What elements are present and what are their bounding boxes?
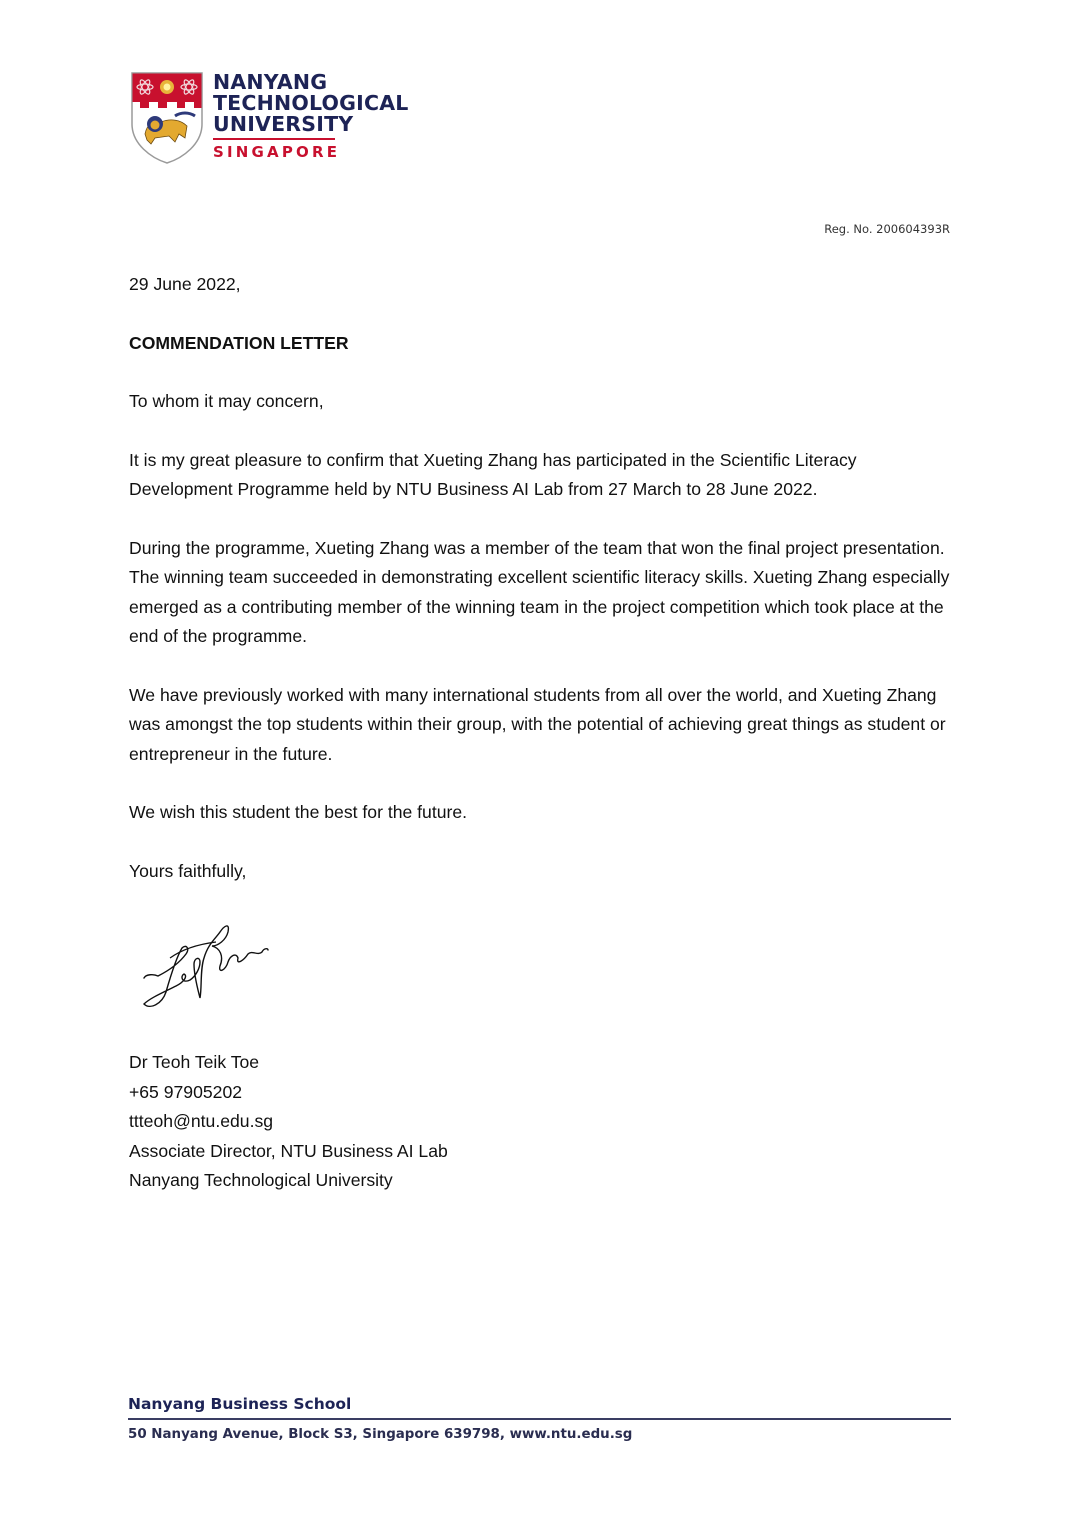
- letter-paragraph: During the programme, Xueting Zhang was a member of the team that won the final project presentation. The winning team succeeded in demonstrating excellent scientific literacy skills. Xueting Zhang especially emerged as a contributing member of the winning team in the project competition which took place at the end of the programme.: [129, 537, 950, 646]
- footer-school-name: Nanyang Business School: [128, 1395, 352, 1413]
- logo-line-nanyang: NANYANG: [213, 70, 328, 94]
- letter-body: [129, 270, 959, 915]
- letter-date: 29 June 2022,: [129, 274, 241, 294]
- letter-salutation: To whom it may concern,: [129, 391, 324, 411]
- signatory-name: Dr Teoh Teik Toe: [129, 1052, 260, 1072]
- letter-title: COMMENDATION LETTER: [129, 332, 349, 353]
- signature-icon: [140, 918, 270, 1013]
- logo-line-singapore: SINGAPORE: [213, 143, 341, 161]
- logo-line-technological: TECHNOLOGICAL: [213, 91, 409, 115]
- signatory-block: [129, 1048, 448, 1196]
- registration-number: Reg. No. 200604393R: [824, 222, 950, 236]
- letter-paragraph: It is my great pleasure to confirm that Xueting Zhang has participated in the Scientific Literacy Development Programme held by NTU Business AI Lab from 27 March to 28 June 2022.: [129, 449, 857, 499]
- letter-paragraph: We wish this student the best for the future.: [129, 802, 468, 822]
- signatory-institution: Nanyang Technological University: [129, 1170, 393, 1190]
- footer-divider: [128, 1418, 951, 1420]
- signatory-phone: +65 97905202: [129, 1081, 243, 1102]
- letter-paragraph: We have previously worked with many international students from all over the world, and Xueting Zhang was amongst the top students within their group, with the potential of achieving great things as student or entrepreneur in the future.: [129, 684, 946, 764]
- footer-address: 50 Nanyang Avenue, Block S3, Singapore 639798, www.ntu.edu.sg: [128, 1427, 633, 1442]
- ntu-wordmark: [213, 72, 409, 161]
- signatory-email: ttteoh@ntu.edu.sg: [129, 1111, 274, 1131]
- letter-closing: Yours faithfully,: [129, 860, 247, 881]
- signatory-position: Associate Director, NTU Business AI Lab: [129, 1140, 448, 1161]
- letterhead-footer: [128, 1394, 951, 1444]
- logo-divider: [213, 138, 335, 140]
- logo-line-university: UNIVERSITY: [213, 112, 354, 136]
- ntu-crest-icon: [131, 72, 203, 164]
- ntu-logo: [131, 70, 409, 168]
